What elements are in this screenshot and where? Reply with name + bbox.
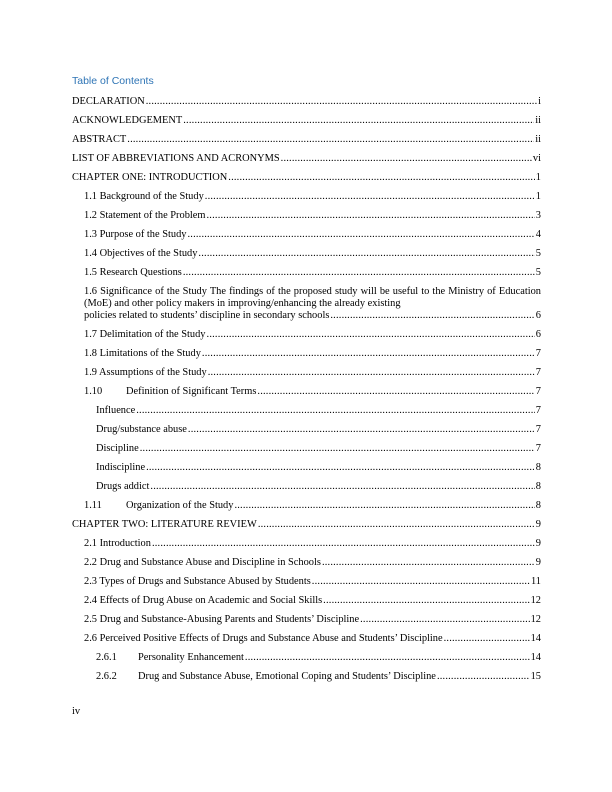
toc-entry[interactable]: CHAPTER TWO: LITERATURE REVIEW ..... 9	[72, 519, 541, 531]
toc-entry[interactable]: Discipline ..... 7	[72, 443, 541, 455]
toc-entry[interactable]: CHAPTER ONE: INTRODUCTION ..... 1	[72, 172, 541, 184]
toc-entry[interactable]: DECLARATION ..... i	[72, 96, 541, 108]
toc-entry[interactable]: 2.1 Introduction ..... 9	[72, 538, 541, 550]
toc-entry[interactable]: 1.9 Assumptions of the Study ..... 7	[72, 367, 541, 379]
toc-entry[interactable]: 1.1 Background of the Study ..... 1	[72, 191, 541, 203]
toc-entry[interactable]: 1.7 Delimitation of the Study ..... 6	[72, 329, 541, 341]
toc-entry[interactable]: 2.6.2 Drug and Substance Abuse, Emotional Coping and Students’ Discipline ..... 15	[72, 671, 541, 683]
toc-entry[interactable]: 2.2 Drug and Substance Abuse and Discipline in Schools ..... 9	[72, 557, 541, 569]
table-of-contents	[72, 96, 541, 690]
toc-entry[interactable]: 2.6.1 Personality Enhancement ..... 14	[72, 652, 541, 664]
toc-entry[interactable]: 1.6 Significance of the Study The findings of the proposed study will be useful to the Ministry of Education (MoE) and other policy makers in improving/enhancing the already existing policies related to students’ discipline in secondary schools ..... 6	[72, 286, 541, 322]
toc-entry[interactable]: ACKNOWLEDGEMENT ..... ii	[72, 115, 541, 127]
toc-entry[interactable]: 1.5 Research Questions ..... 5	[72, 267, 541, 279]
toc-entry[interactable]: ABSTRACT ..... ii	[72, 134, 541, 146]
toc-heading: Table of Contents	[72, 75, 154, 87]
toc-entry[interactable]: Drug/substance abuse ..... 7	[72, 424, 541, 436]
toc-entry[interactable]: 1.3 Purpose of the Study ..... 4	[72, 229, 541, 241]
toc-entry[interactable]: LIST OF ABBREVIATIONS AND ACRONYMS ..... vi	[72, 153, 541, 165]
toc-entry[interactable]: Indiscipline ..... 8	[72, 462, 541, 474]
toc-entry[interactable]: 2.6 Perceived Positive Effects of Drugs and Substance Abuse and Students’ Discipline ..... 14	[72, 633, 541, 645]
footer-page-number: iv	[72, 706, 81, 717]
toc-entry[interactable]: 1.2 Statement of the Problem ..... 3	[72, 210, 541, 222]
toc-entry[interactable]: 2.4 Effects of Drug Abuse on Academic and Social Skills ..... 12	[72, 595, 541, 607]
toc-entry[interactable]: 1.11 Organization of the Study ..... 8	[72, 500, 541, 512]
toc-entry[interactable]: 2.3 Types of Drugs and Substance Abused by Students ..... 11	[72, 576, 541, 588]
toc-entry[interactable]: Drugs addict ..... 8	[72, 481, 541, 493]
toc-entry[interactable]: 2.5 Drug and Substance-Abusing Parents and Students’ Discipline ..... 12	[72, 614, 541, 626]
toc-entry[interactable]: 1.8 Limitations of the Study ..... 7	[72, 348, 541, 360]
toc-entry[interactable]: Influence ..... 7	[72, 405, 541, 417]
toc-entry[interactable]: 1.4 Objectives of the Study ..... 5	[72, 248, 541, 260]
toc-entry[interactable]: 1.10 Definition of Significant Terms ..... 7	[72, 386, 541, 398]
